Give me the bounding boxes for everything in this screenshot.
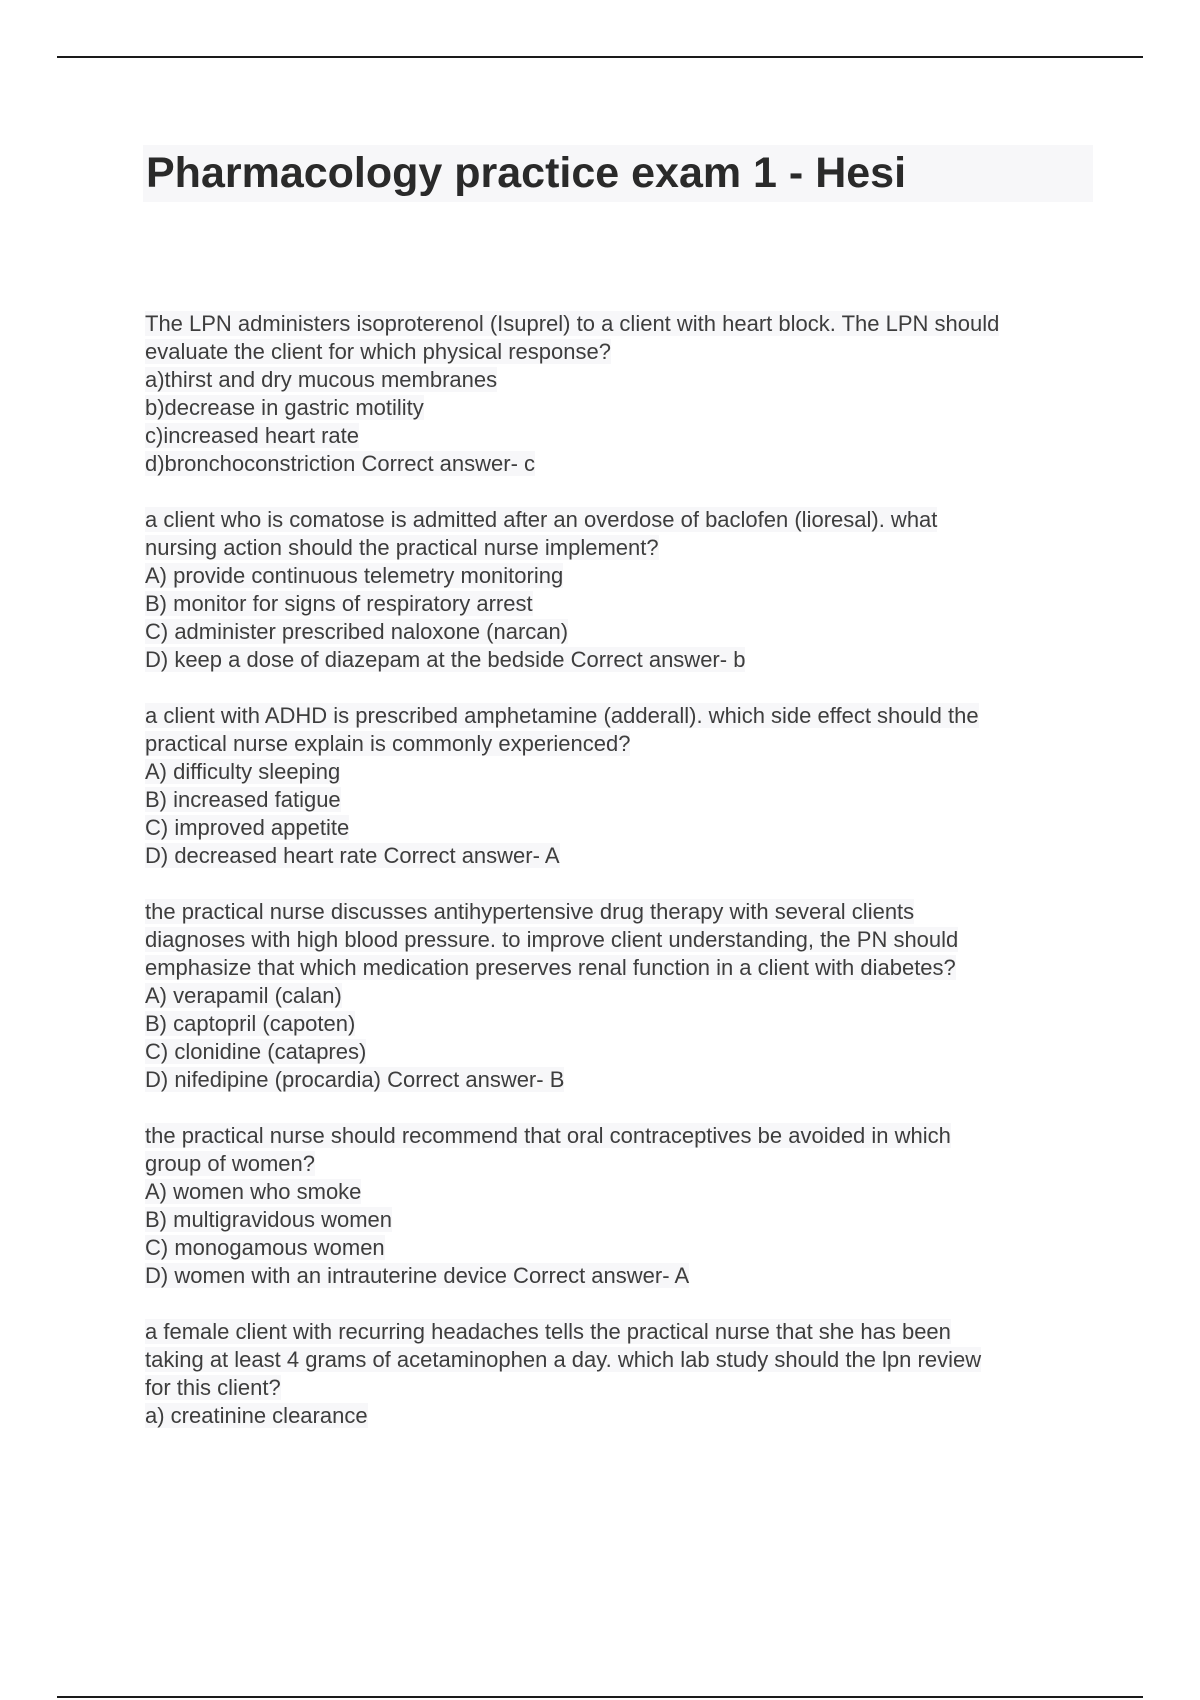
question-line [145,1346,1100,1374]
question-line-text: B) increased fatigue [145,787,341,812]
title-block [143,145,1093,202]
question-line [145,954,1100,982]
question-line-text: C) monogamous women [145,1235,385,1260]
question-line [145,898,1100,926]
question-line-text: C) improved appetite [145,815,350,840]
question-line-text: D) decreased heart rate Correct answer- A [145,843,560,868]
question-line [145,562,1100,590]
question-line-text: B) monitor for signs of respiratory arrest [145,591,533,616]
question-line-text: emphasize that which medication preserves renal function in a client with diabetes? [145,955,956,980]
question-line [145,786,1100,814]
question-line [145,1402,1100,1430]
question-line-text: D) women with an intrauterine device Correct answer- A [145,1263,690,1288]
question-line-text: practical nurse explain is commonly experienced? [145,731,631,756]
question-line [145,982,1100,1010]
question-block [145,506,1100,674]
question-line [145,338,1100,366]
question-line [145,1122,1100,1150]
question-line [145,758,1100,786]
question-block [145,1318,1100,1430]
question-line [145,1318,1100,1346]
question-line [145,1066,1100,1094]
question-line [145,422,1100,450]
question-line [145,506,1100,534]
question-line-text: D) keep a dose of diazepam at the bedside Correct answer- b [145,647,746,672]
question-line-text: D) nifedipine (procardia) Correct answer- B [145,1067,565,1092]
top-rule [57,56,1143,58]
question-line [145,366,1100,394]
question-line [145,1178,1100,1206]
question-list [145,310,1100,1458]
question-line [145,1150,1100,1178]
question-line [145,730,1100,758]
question-line [145,1234,1100,1262]
question-line [145,1262,1100,1290]
question-line [145,1038,1100,1066]
question-line-text: a)thirst and dry mucous membranes [145,367,498,392]
question-line [145,394,1100,422]
question-line [145,534,1100,562]
bottom-rule [57,1696,1143,1698]
question-line [145,1374,1100,1402]
question-line-text: A) difficulty sleeping [145,759,341,784]
question-line-text: a client with ADHD is prescribed amphetamine (adderall). which side effect should the [145,703,979,728]
question-block [145,310,1100,478]
question-line-text: C) administer prescribed naloxone (narcan) [145,619,569,644]
question-line [145,702,1100,730]
question-line-text: A) verapamil (calan) [145,983,342,1008]
page-title: Pharmacology practice exam 1 - Hesi [146,149,907,197]
question-line-text: A) provide continuous telemetry monitoring [145,563,564,588]
question-line-text: b)decrease in gastric motility [145,395,424,420]
question-line-text: evaluate the client for which physical response? [145,339,611,364]
question-line-text: c)increased heart rate [145,423,359,448]
question-line-text: A) women who smoke [145,1179,362,1204]
question-line-text: for this client? [145,1375,281,1400]
question-line-text: nursing action should the practical nurse implement? [145,535,659,560]
question-line-text: d)bronchoconstriction Correct answer- c [145,451,536,476]
question-line [145,814,1100,842]
question-line [145,842,1100,870]
question-line [145,1010,1100,1038]
question-line-text: The LPN administers isoproterenol (Isuprel) to a client with heart block. The LPN should [145,311,1000,336]
question-line [145,450,1100,478]
question-line [145,646,1100,674]
question-line-text: a client who is comatose is admitted after an overdose of baclofen (lioresal). what [145,507,938,532]
question-line-text: the practical nurse discusses antihypertensive drug therapy with several clients [145,899,915,924]
question-block [145,1122,1100,1290]
question-line [145,618,1100,646]
question-line [145,926,1100,954]
question-line-text: the practical nurse should recommend that oral contraceptives be avoided in which [145,1123,951,1148]
question-line-text: B) multigravidous women [145,1207,392,1232]
question-line [145,1206,1100,1234]
question-line [145,310,1100,338]
question-line-text: a) creatinine clearance [145,1403,368,1428]
question-line-text: taking at least 4 grams of acetaminophen a day. which lab study should the lpn review [145,1347,982,1372]
question-line-text: C) clonidine (catapres) [145,1039,367,1064]
question-line-text: B) captopril (capoten) [145,1011,356,1036]
question-line-text: diagnoses with high blood pressure. to improve client understanding, the PN should [145,927,959,952]
question-line-text: a female client with recurring headaches tells the practical nurse that she has been [145,1319,951,1344]
question-line-text: group of women? [145,1151,315,1176]
question-block [145,702,1100,870]
question-block [145,898,1100,1094]
question-line [145,590,1100,618]
